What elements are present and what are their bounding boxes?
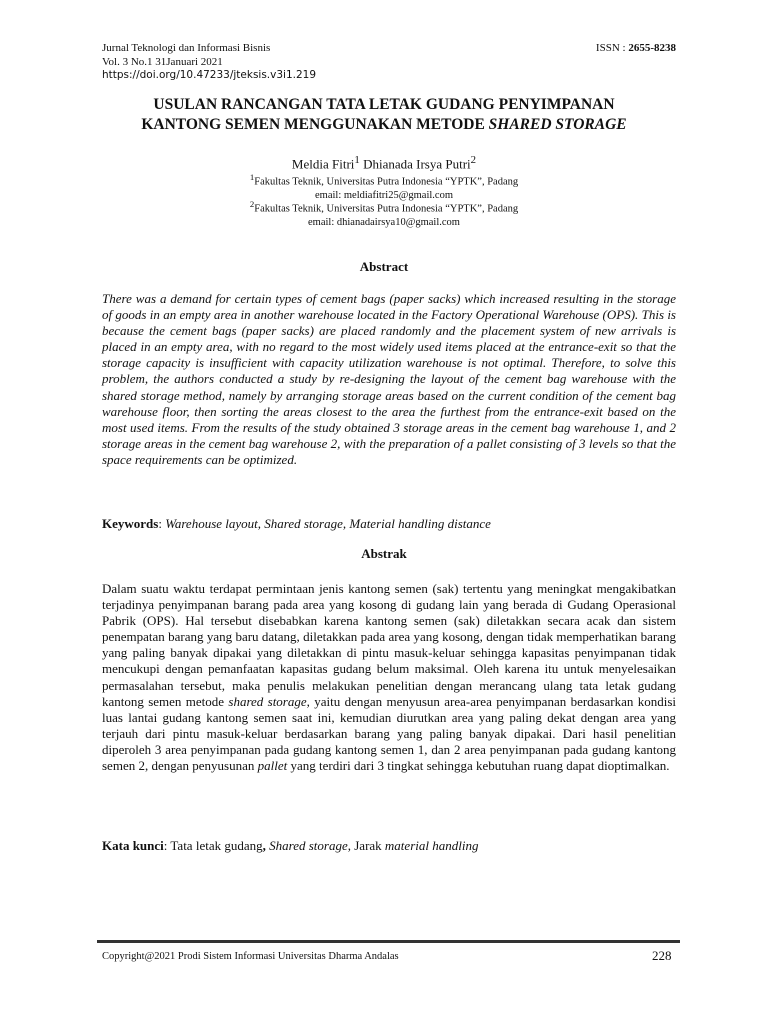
running-header <box>102 42 676 83</box>
title-method: SHARED STORAGE <box>488 116 627 133</box>
journal-name: Jurnal Teknologi dan Informasi Bisnis <box>102 42 271 54</box>
doi-link[interactable]: https://doi.org/10.47233/jteksis.v3i1.219 <box>102 69 317 81</box>
author-1: Meldia Fitri <box>291 156 355 172</box>
affiliation-1: $^1$Fakultas Teknik, Universitas Putra Indonesia “YPTK”, Padang email: meldiafitri25@gmail.com <box>92 171 676 203</box>
keywords-list: Warehouse layout, Shared storage, Material handling distance <box>165 516 491 531</box>
author-2: Dhianada Irsya Putri <box>359 156 471 172</box>
author-2-sup: 2 <box>470 154 477 166</box>
issn: ISSN : 2655-8238 <box>595 42 676 54</box>
volume-info: Vol. 3 No.1 31Januari 2021 <box>102 55 223 68</box>
keywords-label: Keywords <box>102 516 159 531</box>
author-list <box>92 152 676 172</box>
title-line-1: USULAN RANCANGAN TATA LETAK GUDANG PENYIMPANAN <box>153 96 615 113</box>
affiliation-2-name: Fakultas Teknik, Universitas Putra Indonesia “YPTK”, Padang <box>254 203 519 215</box>
kata-kunci-label: Kata kunci <box>102 838 164 853</box>
affiliation-1-name: Fakultas Teknik, Universitas Putra Indonesia “YPTK”, Padang <box>254 176 519 188</box>
abstrak-indonesian-text: Dalam suatu waktu terdapat permintaan jenis kantong semen (sak) tertentu yang meningkat mengakibatkan terjadinya penyimpanan barang pada area yang kosong di gudang lain yang berada di Gudang Operasional Pabrik (OPS). Hal tersebut disebabkan karena kantong semen (sak) diletakkan secara acak dan sistem penempatan barang yang baru datang, diletakkan pada area yang kosong, dengan tidak memperhatikan barang yang paling banyak dipakai yang diletakkan di pintu masuk-keluar sehingga kapasitas penyimpanan tidak mencukupi dengan pemanfaatan kapasitas gudang belum maksimal. Oleh karena itu untuk menyelesaikan permasalahan tersebut, maka penulis melakukan penelitian dengan merancang ulang tata letak gudang kantong semen metode shared storage, yaitu dengan menyusun area-area penyimpanan berdasarkan kondisi luas lantai gudang kantong semen saat ini, kemudian diurutkan area yang paling dekat dengan area yang terjauh dari pintu masuk-keluar berdasarkan barang yang paling banyak dipakai. Dari hasil penelitian diperoleh 3 area penyimpanan pada gudang kantong semen 1, dan 2 area penyimpanan pada gudang kantong semen 2, dengan penyusunan pallet yang terdiri dari 3 tingkat sehingga kebutuhan ruang dapat dioptimalkan. <box>102 581 676 774</box>
author-1-sup: 1 <box>354 154 360 166</box>
abstract-heading: Abstract <box>359 259 409 274</box>
paper-title <box>92 95 676 135</box>
page-number: 228 <box>652 948 672 963</box>
affiliation-1-email: email: meldiafitri25@gmail.com <box>315 190 453 201</box>
footer-divider <box>97 940 680 943</box>
keywords-indonesian: Kata kunci: Tata letak gudang, Shared storage, Jarak material handling <box>102 838 479 853</box>
affiliation-2: $^2$Fakultas Teknik, Universitas Putra Indonesia “YPTK”, Padang email: dhianadairsya10@gmail.com <box>92 198 676 230</box>
abstrak-heading: Abstrak <box>361 546 407 561</box>
issn-value: 2655-8238 <box>628 42 676 54</box>
copyright-footer: Copyright@2021 Prodi Sistem Informasi Universitas Dharma Andalas <box>102 951 399 962</box>
affiliation-2-email: email: dhianadairsya10@gmail.com <box>308 217 460 228</box>
title-line-2: KANTONG SEMEN MENGGUNAKAN METODE SHARED STORAGE <box>141 116 627 133</box>
keywords-english: Keywords: Warehouse layout, Shared storage, Material handling distance <box>102 516 491 531</box>
abstract-english-text: There was a demand for certain types of cement bags (paper sacks) which increased resulting in the storage of goods in an empty area in another warehouse located in the Factory Operational Warehouse (OPS). This is because the cement bags (paper sacks) are placed randomly and the placement system of new arrivals is placed in an empty area, with no regard to the most widely used items placed at the entrance-exit so that the storage capacity is insufficient with capacity utilization warehouse is not optimal. Therefore, to solve this problem, the authors conducted a study by re-designing the layout of the cement bag warehouse with the shared storage method, namely by arranging storage areas based on the current condition of the cement bag warehouse floor, then sorting the areas closest to the area the furthest from the entrance-exit based on the most used items. From the results of the study obtained 3 storage areas in the cement bag warehouse 1, and 2 storage areas in the cement bag warehouse 2, with the preparation of a pallet consisting of 3 levels so that the space requirements can be optimized. <box>102 291 676 467</box>
